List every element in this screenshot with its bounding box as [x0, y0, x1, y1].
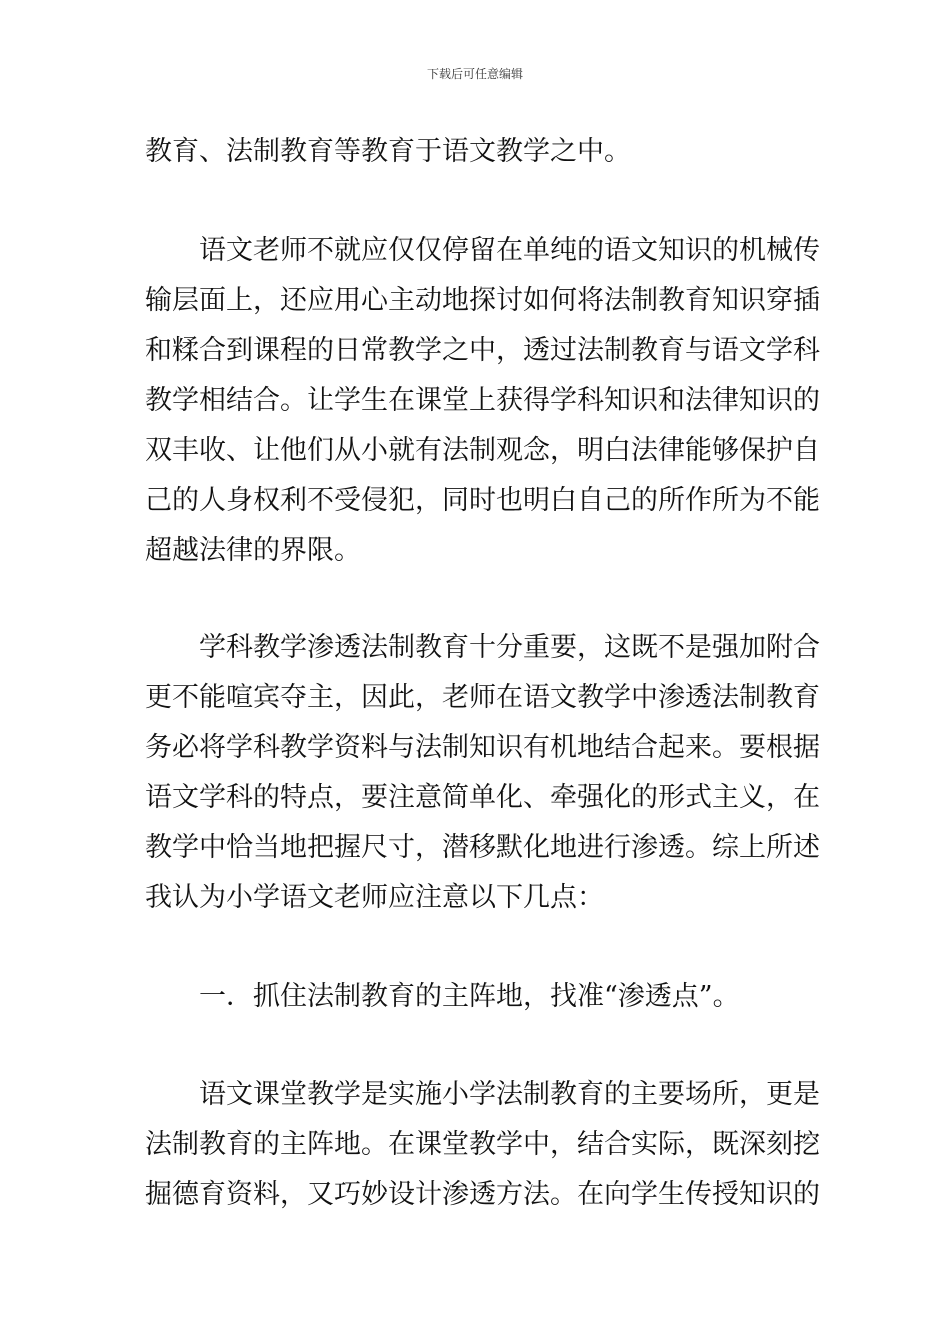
text-line: 双丰收、让他们从小就有法制观念，明白法律能够保护自: [145, 435, 820, 466]
text-line: 超越法律的界限。: [145, 535, 361, 566]
text-line: 己的人身权利不受侵犯，同时也明白自己的所作所为不能: [145, 485, 820, 516]
text-line: 教学相结合。让学生在课堂上获得学科知识和法律知识的: [145, 385, 820, 416]
text-line: 我认为小学语文老师应注意以下几点：: [145, 882, 604, 913]
text-line: 更不能喧宾夺主，因此，老师在语文教学中渗透法制教育: [145, 682, 820, 713]
text-line: 学科教学渗透法制教育十分重要，这既不是强加附合: [199, 632, 820, 663]
text-line: 语文学科的特点，要注意简单化、牵强化的形式主义，在: [145, 782, 820, 813]
text-line: 教学中恰当地把握尺寸，潜移默化地进行渗透。综上所述: [145, 832, 820, 863]
text-line: 掘德育资料，又巧妙设计渗透方法。在向学生传授知识的: [145, 1179, 820, 1210]
text-line: 语文课堂教学是实施小学法制教育的主要场所，更是: [199, 1079, 820, 1110]
text-line: 输层面上，还应用心主动地探讨如何将法制教育知识穿插: [145, 285, 820, 316]
text-line: 务必将学科教学资料与法制知识有机地结合起来。要根据: [145, 732, 820, 763]
text-line: 和糅合到课程的日常教学之中，透过法制教育与语文学科: [145, 335, 820, 366]
page-header: 下载后可任意编辑: [426, 67, 523, 81]
section-heading: 一．抓住法制教育的主阵地，找准“渗透点”。: [199, 981, 740, 1012]
text-line: 语文老师不就应仅仅停留在单纯的语文知识的机械传: [199, 235, 820, 266]
text-line: 教育、法制教育等教育于语文教学之中。: [145, 136, 631, 167]
text-line: 法制教育的主阵地。在课堂教学中，结合实际，既深刻挖: [145, 1129, 820, 1160]
